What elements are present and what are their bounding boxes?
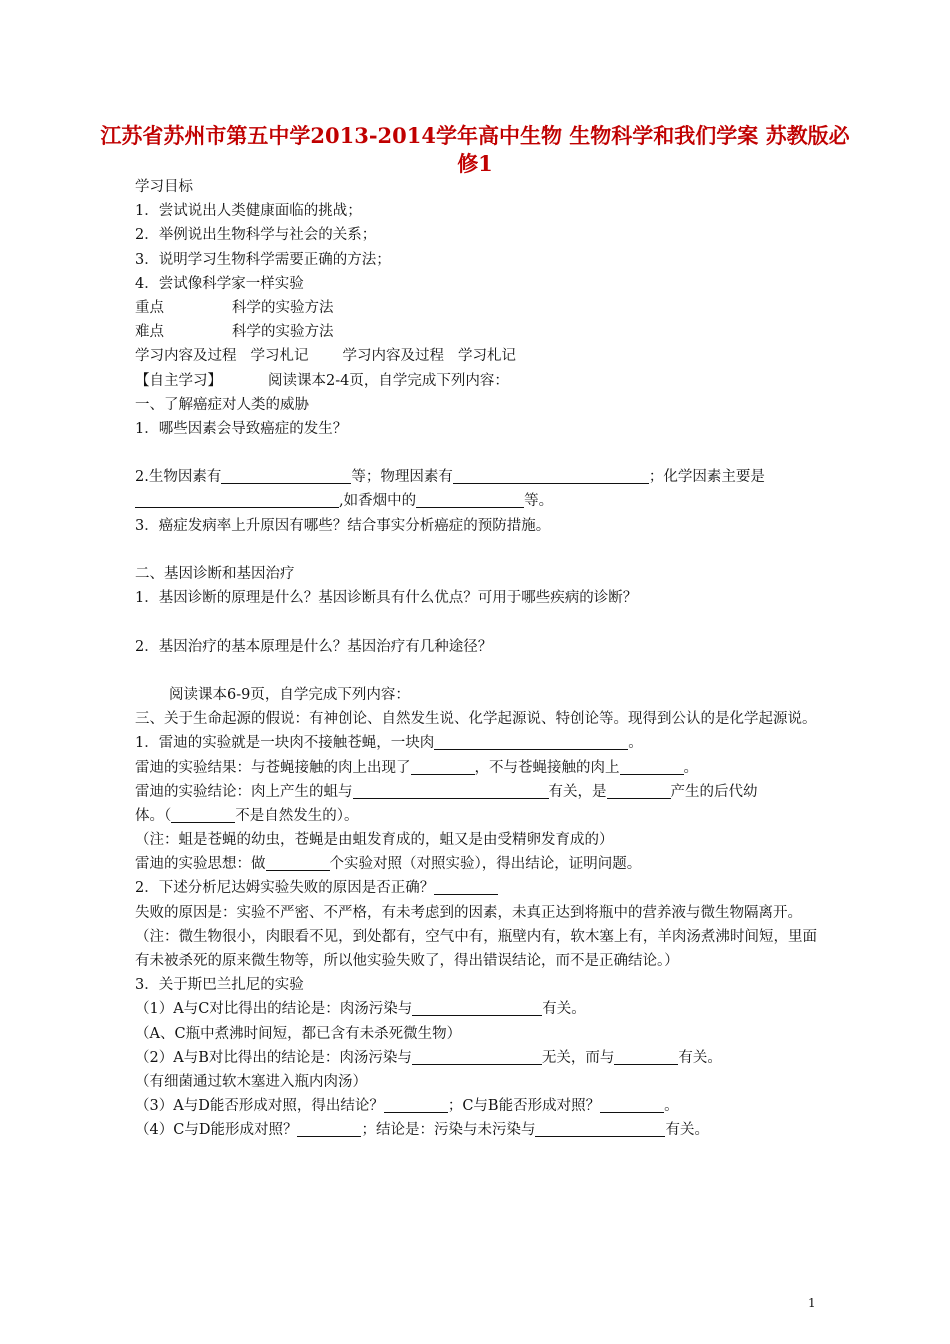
answer-blank[interactable]: [135, 491, 339, 508]
column-header-row: [135, 344, 817, 368]
difficulty-line: [135, 320, 817, 344]
fill-in-question: （1）A与C对比得出的结论是：肉汤污染与 有关。: [135, 1001, 586, 1018]
question: 1．哪些因素会导致癌症的发生？: [135, 420, 348, 437]
answer-blank[interactable]: [416, 491, 524, 508]
self-study-label: 【自主学习】: [135, 372, 222, 389]
fill-in-question: 2.生物因素有 等；物理因素有 ；化学因素主要是: [135, 469, 765, 486]
answer-blank[interactable]: [600, 1096, 664, 1113]
answer-blank[interactable]: [434, 733, 628, 750]
difficulty-label: 难点: [135, 324, 164, 341]
note: （A、C瓶中煮沸时间短，都已含有未杀死微生物）: [135, 1025, 462, 1042]
answer-blank[interactable]: [412, 999, 542, 1016]
fill-in-question: （2）A与B对比得出的结论是：肉汤污染与 无关，而与 有关。: [135, 1049, 722, 1066]
note: （注：微生物很小，肉眼看不见，到处都有，空气中有，瓶壁内有，软木塞上有，羊肉汤煮沸时间短，里面有未被杀死的原来微生物等，所以他实验失败了，得出错误结论，而不是正确结论。）: [135, 928, 817, 970]
question: 2．基因治疗的基本原理是什么？基因治疗有几种途径？: [135, 638, 493, 655]
key-point-label: 重点: [135, 299, 164, 316]
key-point-value: 科学的实验方法: [232, 299, 334, 316]
fill-in-question: 体。（ 不是自然发生的）。: [135, 807, 359, 824]
fill-in-question: 雷迪的实验思想：做 个实验对照（对照实验），得出结论，证明问题。: [135, 856, 642, 873]
answer-blank[interactable]: [411, 758, 475, 775]
fill-in-question: 2．下述分析尼达姆实验失败的原因是否正确？: [135, 876, 817, 900]
note: （有细菌通过软木塞进入瓶内肉汤）: [135, 1074, 367, 1090]
question: 3．关于斯巴兰扎尼的实验: [135, 977, 304, 994]
reading-instruction: 阅读课本6-9页，自学完成下列内容：: [169, 686, 410, 703]
section-3-intro: 三、关于生命起源的假说：有神创论、自然发生说、化学起源说、特创论等。现得到公认的是化学起源说。: [135, 711, 817, 728]
difficulty-value: 科学的实验方法: [232, 324, 334, 341]
answer-blank[interactable]: [614, 1048, 678, 1065]
answer-blank[interactable]: [412, 1048, 542, 1065]
fill-in-question: （4）C与D能形成对照？ ；结论是：污染与未污染与 有关。: [135, 1122, 709, 1139]
question: 3．癌症发病率上升原因有哪些？结合事实分析癌症的预防措施。: [135, 517, 551, 534]
answer-blank[interactable]: [453, 467, 649, 484]
fill-in-question: ,如香烟中的 等。: [135, 489, 817, 513]
answer-blank[interactable]: [221, 467, 351, 484]
column-header: 学习内容及过程: [342, 348, 444, 365]
section-2-heading: 二、基因诊断和基因治疗: [135, 566, 295, 582]
goal-item: 1．尝试说出人类健康面临的挑战；: [135, 203, 362, 220]
self-study-text: 阅读课本2-4页，自学完成下列内容：: [268, 372, 509, 389]
answer-blank[interactable]: [434, 878, 498, 895]
column-header: 学习札记: [250, 348, 309, 365]
column-header: 学习札记: [458, 348, 516, 365]
answer-blank[interactable]: [171, 806, 235, 823]
answer-blank[interactable]: [535, 1120, 665, 1137]
answer-blank[interactable]: [297, 1120, 361, 1137]
goals-heading: 学习目标: [135, 179, 193, 195]
section-1-heading: 一、了解癌症对人类的威胁: [135, 396, 309, 413]
goal-item: 2．举例说出生物科学与社会的关系；: [135, 227, 377, 244]
explanation: 失败的原因是：实验不严密、不严格，有未考虑到的因素，未真正达到将瓶中的营养液与微生物隔离开。: [135, 904, 802, 921]
document-body: [135, 175, 817, 1143]
fill-in-question: 1．雷迪的实验就是一块肉不接触苍蝇，一块肉 。: [135, 735, 643, 752]
answer-blank[interactable]: [266, 854, 330, 871]
answer-blank[interactable]: [353, 782, 549, 799]
fill-in-question: （3）A与D能否形成对照，得出结论？ ；C与B能否形成对照？ 。: [135, 1098, 679, 1115]
column-header: 学习内容及过程: [135, 348, 237, 365]
fill-in-question: 雷迪的实验结论：肉上产生的蛆与 有关，是 产生的后代幼: [135, 783, 758, 800]
answer-blank[interactable]: [620, 758, 684, 775]
goal-item: 3．说明学习生物科学需要正确的方法；: [135, 251, 391, 268]
key-point-line: [135, 296, 817, 320]
answer-blank[interactable]: [607, 782, 671, 799]
answer-blank[interactable]: [384, 1096, 448, 1113]
fill-in-question: 雷迪的实验结果：与苍蝇接触的肉上出现了 ，不与苍蝇接触的肉上 。: [135, 759, 698, 776]
page-number: 1: [808, 1296, 816, 1310]
question: 1．基因诊断的原理是什么？基因诊断具有什么优点？可用于哪些疾病的诊断？: [135, 590, 638, 607]
document-title: 江苏省苏州市第五中学2013-2014学年高中生物 生物科学和我们学案 苏教版必修1: [100, 123, 850, 176]
note: （注：蛆是苍蝇的幼虫，苍蝇是由蛆发育成的，蛆又是由受精卵发育成的）: [135, 832, 614, 849]
self-study-line: [135, 369, 817, 393]
goal-item: 4．尝试像科学家一样实验: [135, 275, 304, 292]
